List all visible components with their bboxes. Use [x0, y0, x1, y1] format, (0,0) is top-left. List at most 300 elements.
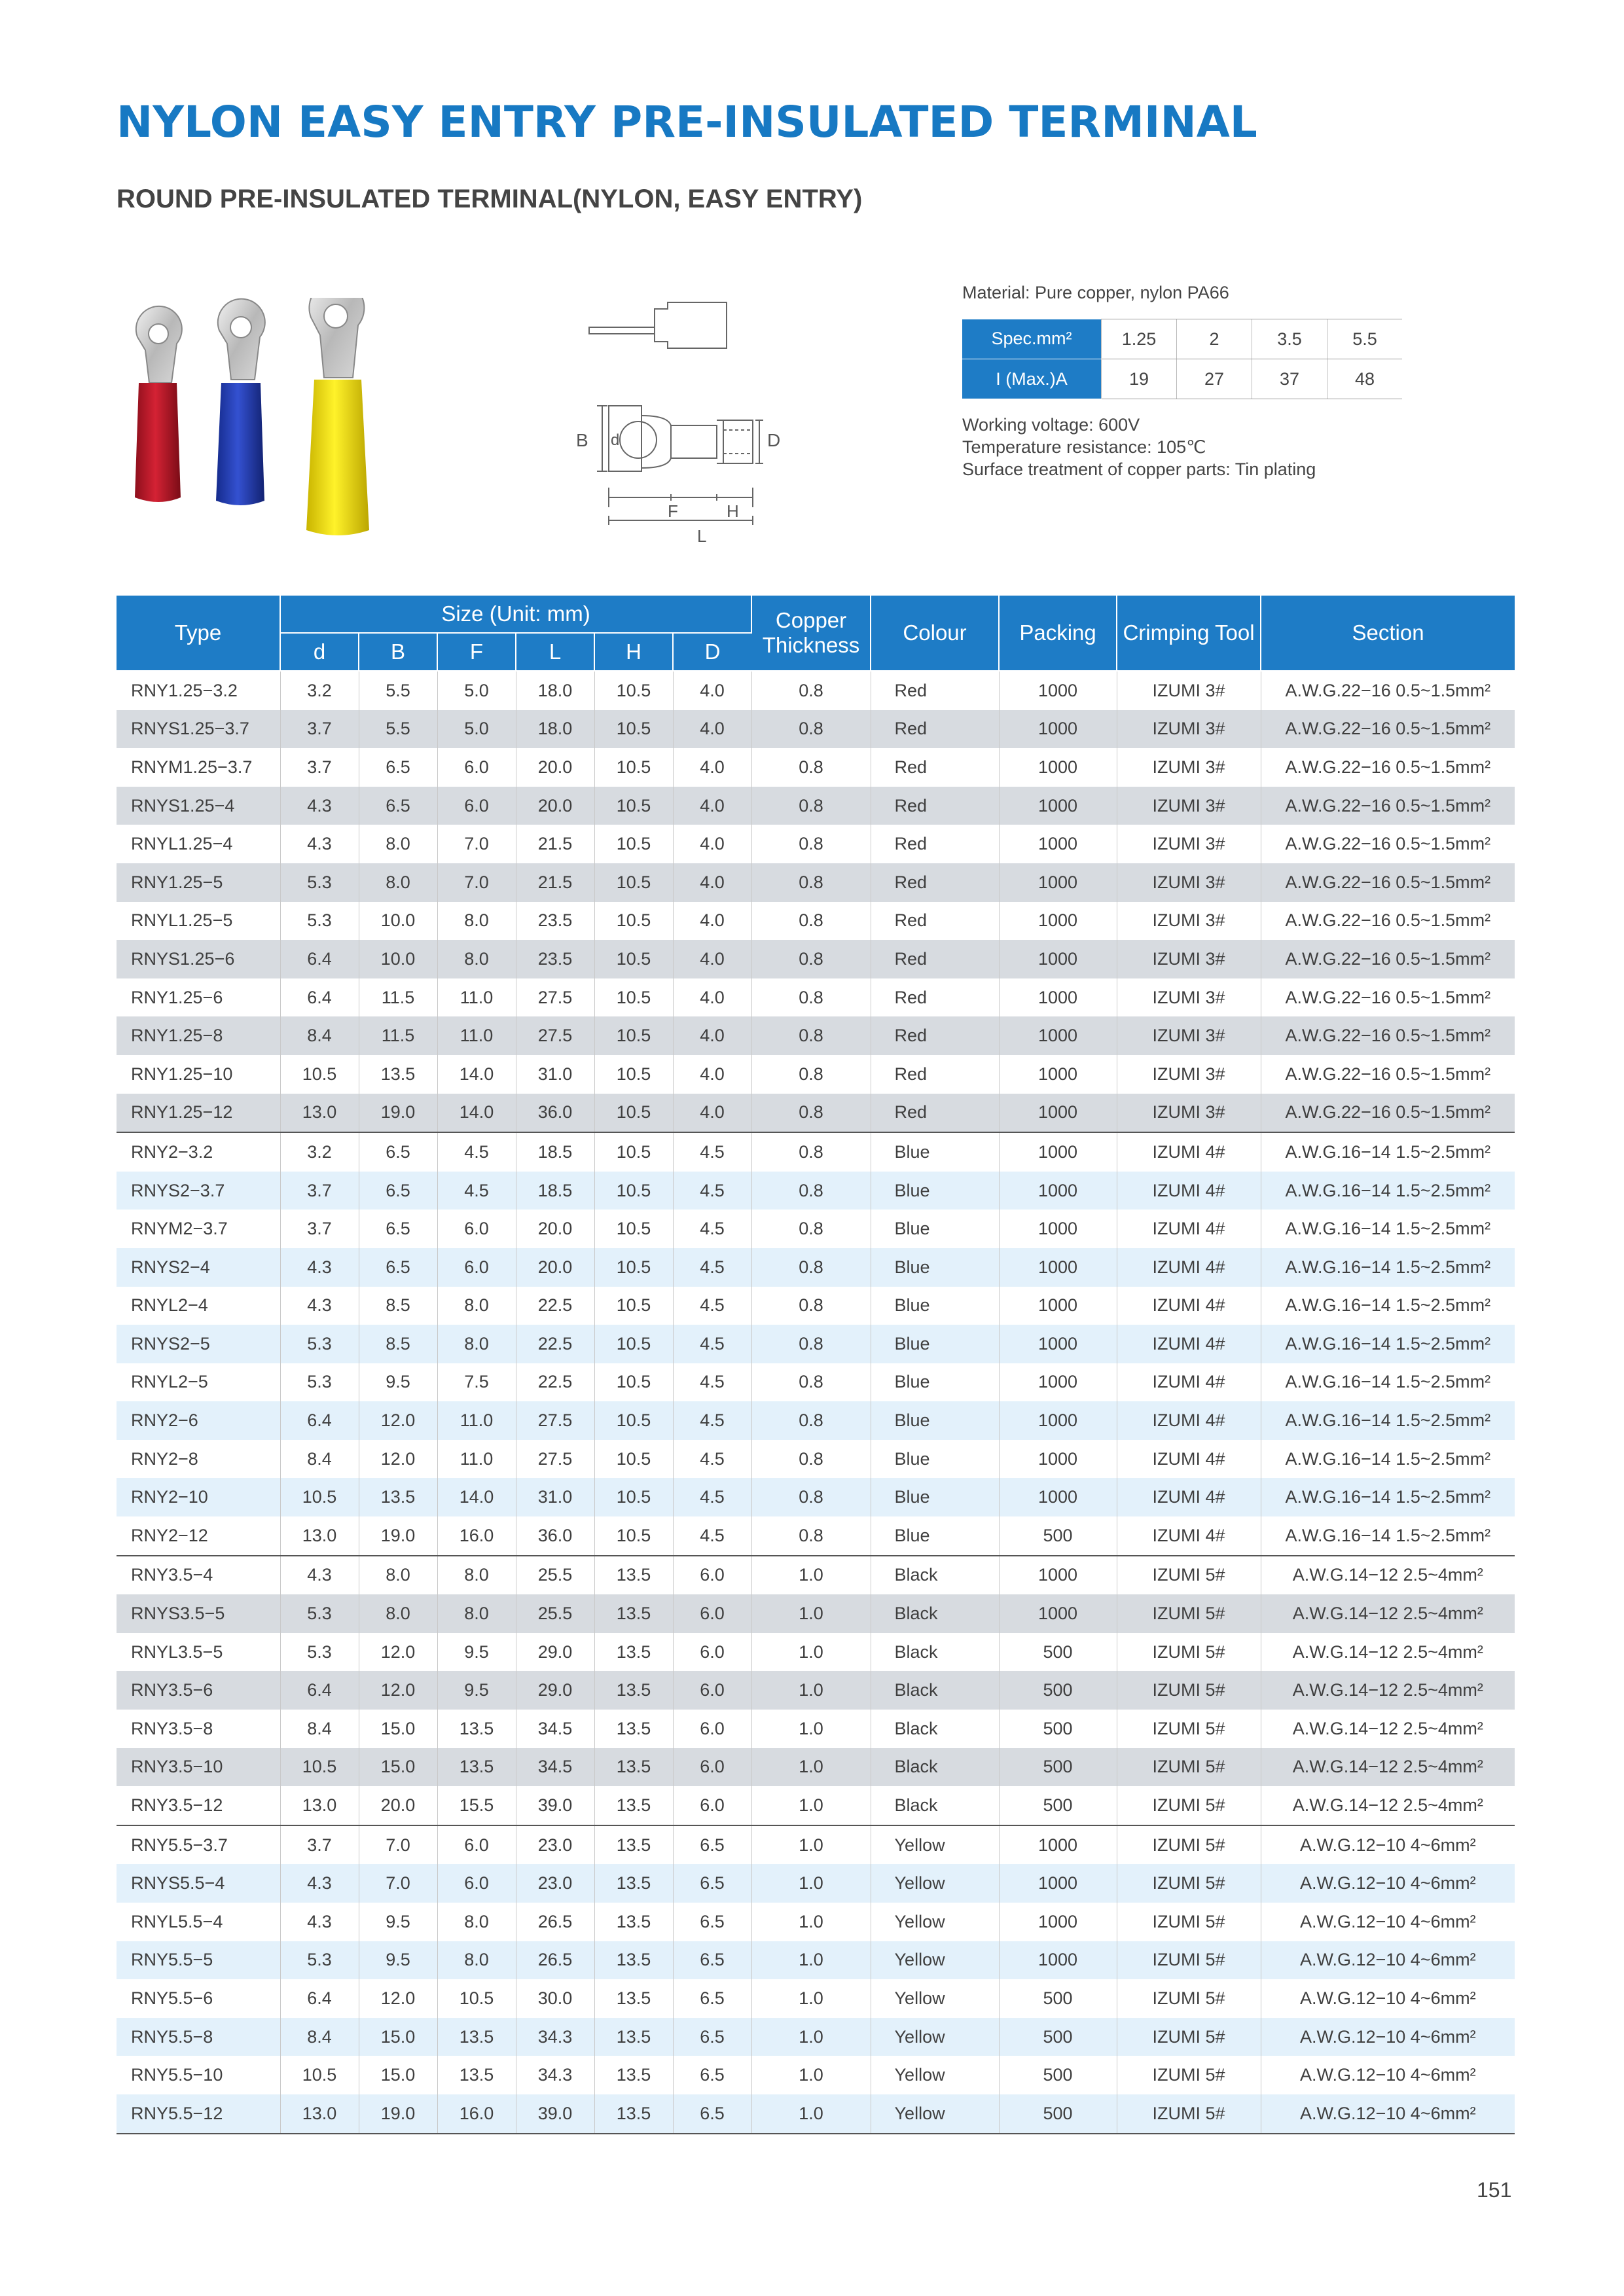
header-copper-line2: Thickness — [762, 633, 860, 657]
table-cell: 13.5 — [594, 1633, 673, 1672]
table-cell: 0.8 — [751, 1210, 871, 1248]
table-cell: IZUMI 4# — [1117, 1210, 1261, 1248]
table-row — [117, 1478, 1515, 1516]
table-cell: A.W.G.16−14 1.5~2.5mm² — [1261, 1401, 1515, 1440]
table-cell: RNYS1.25−4 — [117, 787, 280, 825]
header-copper-thickness — [751, 596, 871, 671]
spec-block — [962, 283, 1420, 480]
table-cell: A.W.G.22−16 0.5~1.5mm² — [1285, 910, 1491, 931]
table-row — [117, 1094, 1515, 1133]
table-cell: IZUMI 4# — [1117, 1172, 1261, 1210]
table-cell: 6.5 — [673, 1979, 751, 2018]
table-cell: IZUMI 4# — [1117, 1325, 1261, 1363]
table-cell: 6.0 — [437, 1248, 516, 1287]
table-cell: 13.5 — [594, 1671, 673, 1710]
table-cell: 13.5 — [437, 1748, 516, 1787]
table-cell: 23.0 — [516, 1864, 594, 1903]
table-cell: Blue — [871, 1440, 999, 1479]
table-cell: A.W.G.16−14 1.5~2.5mm² — [1261, 1248, 1515, 1287]
table-cell: 22.5 — [516, 1363, 594, 1402]
table-cell: 10.5 — [280, 1478, 359, 1516]
table-cell: 500 — [999, 2094, 1117, 2134]
table-cell: RNY5.5−5 — [117, 1941, 280, 1980]
table-cell: 7.0 — [437, 825, 516, 863]
table-cell: 4.5 — [437, 1172, 516, 1210]
table-row — [117, 1556, 1515, 1595]
table-cell: 1000 — [999, 1556, 1117, 1595]
table-cell: 10.5 — [280, 1748, 359, 1787]
table-cell: 6.5 — [359, 787, 437, 825]
table-cell: 27.5 — [516, 978, 594, 1017]
table-cell: 10.5 — [594, 1516, 673, 1556]
table-cell: 6.4 — [280, 978, 359, 1017]
table-cell: RNY5.5−12 — [117, 2094, 280, 2134]
table-cell: 4.3 — [280, 787, 359, 825]
table-cell: 1000 — [999, 1440, 1117, 1479]
table-cell: 6.4 — [280, 940, 359, 978]
table-cell: 16.0 — [437, 1516, 516, 1556]
table-cell: 1000 — [999, 710, 1117, 749]
table-cell: IZUMI 5# — [1117, 1979, 1261, 2018]
table-cell: 15.0 — [359, 2018, 437, 2056]
table-cell: 13.5 — [359, 1055, 437, 1094]
table-cell: 1000 — [999, 1864, 1117, 1903]
table-row — [117, 1325, 1515, 1363]
table-cell: 1000 — [999, 940, 1117, 978]
current-value: 37 — [1252, 359, 1327, 399]
table-cell: 1000 — [999, 1594, 1117, 1633]
table-cell: 6.5 — [359, 748, 437, 787]
table-cell: 30.0 — [516, 1979, 594, 2018]
table-cell: Yellow — [871, 2094, 999, 2134]
table-cell: 6.0 — [673, 1594, 751, 1633]
table-cell: 4.0 — [673, 978, 751, 1017]
table-row — [117, 1401, 1515, 1440]
table-cell: 4.5 — [673, 1363, 751, 1402]
table-cell: A.W.G.12−10 4~6mm² — [1261, 1941, 1515, 1980]
table-cell: 10.5 — [594, 1016, 673, 1055]
table-cell: 1.0 — [751, 1941, 871, 1980]
table-cell: 6.4 — [280, 1671, 359, 1710]
table-cell: 500 — [999, 1979, 1117, 2018]
table-cell: IZUMI 4# — [1117, 1516, 1261, 1556]
table-cell: 8.0 — [437, 902, 516, 941]
table-cell: A.W.G.16−14 1.5~2.5mm² — [1261, 1172, 1515, 1210]
table-cell: RNYS2−3.7 — [117, 1172, 280, 1210]
table-cell: RNYS2−5 — [117, 1325, 280, 1363]
table-cell: 1000 — [999, 1325, 1117, 1363]
table-cell: 500 — [999, 2018, 1117, 2056]
table-cell: 8.0 — [437, 1287, 516, 1325]
spec-label: Spec.mm² — [962, 319, 1102, 359]
table-cell: 4.5 — [673, 1325, 751, 1363]
table-cell: IZUMI 3# — [1117, 863, 1261, 902]
table-cell: 4.0 — [673, 710, 751, 749]
table-cell: 6.0 — [673, 1710, 751, 1748]
table-cell: 12.0 — [359, 1440, 437, 1479]
table-cell: 4.5 — [673, 1440, 751, 1479]
table-cell: 0.8 — [751, 1094, 871, 1133]
table-cell: 8.0 — [359, 863, 437, 902]
table-row — [117, 1055, 1515, 1094]
table-cell: 10.5 — [594, 1055, 673, 1094]
table-cell: 13.5 — [594, 1710, 673, 1748]
spec-value: 5.5 — [1327, 319, 1403, 359]
table-cell: 5.5 — [359, 671, 437, 710]
table-row — [117, 1864, 1515, 1903]
table-cell: 10.5 — [594, 1401, 673, 1440]
table-cell: 10.5 — [594, 787, 673, 825]
table-cell: 8.4 — [280, 1016, 359, 1055]
table-cell: 6.5 — [673, 2056, 751, 2094]
table-cell: A.W.G.16−14 1.5~2.5mm² — [1285, 1525, 1491, 1545]
table-cell: 1.0 — [751, 1979, 871, 2018]
table-cell: 6.0 — [673, 1748, 751, 1787]
table-cell: 14.0 — [437, 1055, 516, 1094]
table-cell: 11.0 — [437, 1016, 516, 1055]
table-cell: 26.5 — [516, 1903, 594, 1941]
table-cell: 12.0 — [359, 1979, 437, 2018]
table-cell: IZUMI 4# — [1117, 1440, 1261, 1479]
table-cell: A.W.G.22−16 0.5~1.5mm² — [1285, 680, 1491, 700]
table-cell: 0.8 — [751, 671, 871, 710]
header-colour: Colour — [871, 596, 999, 671]
page-title: NYLON EASY ENTRY PRE-INSULATED TERMINAL — [117, 97, 1257, 147]
table-cell: A.W.G.12−10 4~6mm² — [1299, 2065, 1476, 2085]
table-cell: 0.8 — [751, 1363, 871, 1402]
table-cell: 18.0 — [516, 671, 594, 710]
table-cell: Blue — [871, 1363, 999, 1402]
table-cell: RNY3.5−10 — [117, 1748, 280, 1787]
table-row — [117, 1172, 1515, 1210]
table-cell: 5.3 — [280, 863, 359, 902]
table-cell: 4.0 — [673, 902, 751, 941]
table-cell: Blue — [871, 1325, 999, 1363]
table-cell: 13.5 — [594, 2018, 673, 2056]
current-value: 48 — [1327, 359, 1403, 399]
table-cell: 6.0 — [437, 787, 516, 825]
table-cell: 5.3 — [280, 1594, 359, 1633]
table-row — [117, 1594, 1515, 1633]
table-row — [117, 825, 1515, 863]
table-row — [117, 1941, 1515, 1980]
header-l: L — [516, 633, 594, 671]
table-cell: A.W.G.12−10 4~6mm² — [1261, 2094, 1515, 2134]
table-cell: 9.5 — [437, 1671, 516, 1710]
table-cell: Blue — [871, 1401, 999, 1440]
table-cell: A.W.G.14−12 2.5~4mm² — [1261, 1594, 1515, 1633]
page-number: 151 — [1477, 2178, 1512, 2202]
table-cell: 1.0 — [751, 1903, 871, 1941]
table-cell: A.W.G.12−10 4~6mm² — [1261, 1864, 1515, 1903]
table-cell: 31.0 — [516, 1478, 594, 1516]
table-cell: 6.4 — [280, 1979, 359, 2018]
table-cell: 36.0 — [516, 1516, 594, 1556]
current-row — [962, 359, 1402, 399]
table-cell: RNY3.5−6 — [117, 1671, 280, 1710]
table-row — [117, 787, 1515, 825]
table-cell: 0.8 — [751, 710, 871, 749]
spec-value: 3.5 — [1252, 319, 1327, 359]
table-cell: 10.5 — [594, 1248, 673, 1287]
table-cell: Blue — [871, 1172, 999, 1210]
table-cell: 6.0 — [437, 1210, 516, 1248]
table-cell: Blue — [871, 1287, 999, 1325]
table-cell: RNY5.5−3.7 — [117, 1825, 280, 1865]
table-cell: RNYL5.5−4 — [117, 1903, 280, 1941]
table-cell: 25.5 — [516, 1556, 594, 1595]
table-cell: 10.5 — [594, 1478, 673, 1516]
table-cell: IZUMI 4# — [1117, 1132, 1261, 1172]
header-dd: D — [673, 633, 751, 671]
table-cell: 1.0 — [751, 1748, 871, 1787]
current-value: 19 — [1102, 359, 1177, 399]
header-f: F — [437, 633, 516, 671]
current-value: 27 — [1177, 359, 1252, 399]
table-cell: Blue — [871, 1132, 999, 1172]
table-cell: 13.5 — [437, 1710, 516, 1748]
table-cell: 4.0 — [673, 1055, 751, 1094]
table-cell: A.W.G.16−14 1.5~2.5mm² — [1285, 1448, 1491, 1469]
table-cell: 10.5 — [280, 1055, 359, 1094]
table-cell: 13.0 — [280, 2094, 359, 2134]
current-label: I (Max.)A — [962, 359, 1102, 399]
table-cell: 34.3 — [516, 2056, 594, 2094]
table-cell: 13.5 — [594, 1594, 673, 1633]
table-cell: Black — [871, 1710, 999, 1748]
table-cell: 0.8 — [751, 1248, 871, 1287]
table-cell: 3.2 — [280, 671, 359, 710]
spec-row — [962, 319, 1402, 359]
table-cell: 0.8 — [751, 787, 871, 825]
table-cell: IZUMI 4# — [1117, 1401, 1261, 1440]
table-cell: 0.8 — [751, 1287, 871, 1325]
table-cell: A.W.G.22−16 0.5~1.5mm² — [1261, 940, 1515, 978]
table-row — [117, 1016, 1515, 1055]
table-cell: Red — [871, 748, 999, 787]
table-cell: 0.8 — [751, 1016, 871, 1055]
table-cell: 500 — [999, 1671, 1117, 1710]
table-cell: 5.3 — [280, 902, 359, 941]
table-cell: 0.8 — [751, 1401, 871, 1440]
table-cell: A.W.G.22−16 0.5~1.5mm² — [1261, 787, 1515, 825]
table-cell: A.W.G.14−12 2.5~4mm² — [1292, 1718, 1483, 1738]
table-cell: RNY2−12 — [117, 1516, 280, 1556]
table-cell: 1000 — [999, 863, 1117, 902]
table-cell: A.W.G.16−14 1.5~2.5mm² — [1285, 1219, 1491, 1239]
table-cell: 3.7 — [280, 1172, 359, 1210]
table-cell: IZUMI 5# — [1117, 1786, 1261, 1825]
table-cell: 7.0 — [437, 863, 516, 902]
table-cell: 21.5 — [516, 825, 594, 863]
table-cell: 1.0 — [751, 1864, 871, 1903]
page-subtitle: ROUND PRE-INSULATED TERMINAL(NYLON, EASY ENTRY) — [117, 185, 863, 213]
table-cell: 9.5 — [359, 1903, 437, 1941]
table-cell: 10.5 — [594, 1363, 673, 1402]
note-temperature: Temperature resistance: 105℃ — [962, 437, 1206, 457]
table-cell: 0.8 — [751, 940, 871, 978]
table-cell: 19.0 — [359, 1094, 437, 1133]
table-cell: 6.5 — [673, 1903, 751, 1941]
table-cell: 1000 — [999, 902, 1117, 941]
table-cell: Red — [871, 671, 999, 710]
table-row — [117, 1516, 1515, 1556]
table-cell: 1.0 — [751, 1825, 871, 1865]
table-cell: RNY2−8 — [117, 1440, 280, 1479]
table-cell: A.W.G.12−10 4~6mm² — [1299, 1988, 1476, 2008]
table-cell: A.W.G.16−14 1.5~2.5mm² — [1285, 1372, 1491, 1392]
table-cell: 27.5 — [516, 1401, 594, 1440]
terminal-table — [117, 596, 1515, 2134]
table-cell: 20.0 — [516, 787, 594, 825]
table-cell: RNY2−3.2 — [117, 1132, 280, 1172]
table-cell: 31.0 — [516, 1055, 594, 1094]
table-cell: 8.4 — [280, 2018, 359, 2056]
red-terminal-icon — [135, 306, 182, 502]
table-cell: RNY3.5−4 — [117, 1556, 280, 1595]
table-cell: 4.5 — [673, 1248, 751, 1287]
table-cell: 7.0 — [359, 1864, 437, 1903]
table-cell: 1000 — [999, 1903, 1117, 1941]
table-cell: 5.3 — [280, 1325, 359, 1363]
table-cell: 26.5 — [516, 1941, 594, 1980]
table-cell: Black — [871, 1748, 999, 1787]
table-cell: 15.0 — [359, 1748, 437, 1787]
table-cell: 6.0 — [673, 1671, 751, 1710]
table-cell: RNYL2−5 — [117, 1363, 280, 1402]
table-cell: 39.0 — [516, 2094, 594, 2134]
table-cell: 15.5 — [437, 1786, 516, 1825]
table-cell: 4.5 — [673, 1287, 751, 1325]
table-row — [117, 1248, 1515, 1287]
table-cell: 13.5 — [594, 1903, 673, 1941]
table-cell: A.W.G.14−12 2.5~4mm² — [1261, 1748, 1515, 1787]
table-cell: 1000 — [999, 1210, 1117, 1248]
table-cell: 1.0 — [751, 1633, 871, 1672]
table-cell: Red — [871, 1055, 999, 1094]
table-cell: 6.0 — [673, 1556, 751, 1595]
table-cell: 4.0 — [673, 1016, 751, 1055]
header-crimping-tool: Crimping Tool — [1117, 596, 1261, 671]
table-cell: 13.5 — [594, 2094, 673, 2134]
dim-label-f: F — [668, 501, 678, 521]
table-cell: 4.0 — [673, 1094, 751, 1133]
table-cell: IZUMI 3# — [1117, 978, 1261, 1017]
table-cell: 27.5 — [516, 1440, 594, 1479]
table-cell: 5.5 — [359, 710, 437, 749]
table-cell: 1000 — [999, 1172, 1117, 1210]
table-cell: 8.5 — [359, 1325, 437, 1363]
table-cell: IZUMI 4# — [1117, 1248, 1261, 1287]
table-cell: A.W.G.16−14 1.5~2.5mm² — [1261, 1478, 1515, 1516]
table-cell: RNY1.25−12 — [117, 1094, 280, 1133]
table-cell: 19.0 — [359, 2094, 437, 2134]
table-cell: IZUMI 3# — [1117, 787, 1261, 825]
table-cell: 8.0 — [359, 1594, 437, 1633]
table-cell: 9.5 — [359, 1363, 437, 1402]
table-cell: 8.0 — [359, 825, 437, 863]
table-cell: 1000 — [999, 978, 1117, 1017]
table-cell: 1000 — [999, 787, 1117, 825]
dim-label-b: B — [576, 430, 588, 450]
note-surface: Surface treatment of copper parts: Tin plating — [962, 459, 1316, 479]
table-cell: IZUMI 5# — [1117, 2056, 1261, 2094]
table-cell: 20.0 — [516, 1248, 594, 1287]
table-row — [117, 902, 1515, 941]
table-cell: 5.3 — [280, 1633, 359, 1672]
note-voltage: Working voltage: 600V — [962, 415, 1140, 435]
table-cell: 4.5 — [673, 1210, 751, 1248]
table-cell: 8.4 — [280, 1440, 359, 1479]
table-cell: 1.0 — [751, 1671, 871, 1710]
table-cell: 5.3 — [280, 1363, 359, 1402]
table-cell: RNYM1.25−3.7 — [117, 748, 280, 787]
table-cell: 500 — [999, 1633, 1117, 1672]
table-cell: 1.0 — [751, 1710, 871, 1748]
table-cell: 25.5 — [516, 1594, 594, 1633]
table-cell: Yellow — [871, 1903, 999, 1941]
table-row — [117, 1786, 1515, 1825]
table-cell: 0.8 — [751, 863, 871, 902]
table-cell: 1000 — [999, 1132, 1117, 1172]
table-cell: 29.0 — [516, 1671, 594, 1710]
table-row — [117, 748, 1515, 787]
table-cell: 1.0 — [751, 1556, 871, 1595]
table-cell: 0.8 — [751, 748, 871, 787]
table-cell: 10.5 — [594, 978, 673, 1017]
table-cell: Red — [871, 940, 999, 978]
table-cell: 29.0 — [516, 1633, 594, 1672]
table-cell: RNYS5.5−4 — [117, 1864, 280, 1903]
dim-label-h: H — [727, 501, 739, 521]
table-cell: A.W.G.14−12 2.5~4mm² — [1292, 1795, 1483, 1816]
table-cell: 0.8 — [751, 1516, 871, 1556]
header-b: B — [359, 633, 437, 671]
table-cell: IZUMI 5# — [1117, 2018, 1261, 2056]
table-cell: IZUMI 5# — [1117, 1710, 1261, 1748]
table-cell: IZUMI 4# — [1117, 1287, 1261, 1325]
table-cell: RNY5.5−10 — [117, 2056, 280, 2094]
table-cell: 1000 — [999, 671, 1117, 710]
table-cell: 3.2 — [280, 1132, 359, 1172]
table-cell: Red — [871, 863, 999, 902]
table-cell: IZUMI 3# — [1117, 748, 1261, 787]
table-cell: 8.0 — [437, 1325, 516, 1363]
table-cell: 27.5 — [516, 1016, 594, 1055]
table-cell: 18.0 — [516, 710, 594, 749]
table-cell: 4.5 — [437, 1132, 516, 1172]
table-cell: 10.5 — [594, 748, 673, 787]
table-cell: 3.7 — [280, 710, 359, 749]
table-cell: 4.0 — [673, 863, 751, 902]
table-cell: IZUMI 5# — [1117, 2094, 1261, 2134]
table-cell: 4.3 — [280, 1903, 359, 1941]
table-cell: Blue — [871, 1210, 999, 1248]
table-cell: 10.5 — [594, 902, 673, 941]
table-cell: Black — [871, 1633, 999, 1672]
table-cell: 10.5 — [594, 1440, 673, 1479]
table-cell: 18.5 — [516, 1172, 594, 1210]
table-cell: 34.5 — [516, 1748, 594, 1787]
table-cell: 4.0 — [673, 671, 751, 710]
table-cell: 6.0 — [437, 1825, 516, 1865]
table-cell: RNY1.25−5 — [117, 863, 280, 902]
table-cell: IZUMI 4# — [1117, 1478, 1261, 1516]
table-cell: 6.5 — [673, 1864, 751, 1903]
table-cell: 6.5 — [359, 1210, 437, 1248]
table-cell: 14.0 — [437, 1094, 516, 1133]
table-row — [117, 863, 1515, 902]
